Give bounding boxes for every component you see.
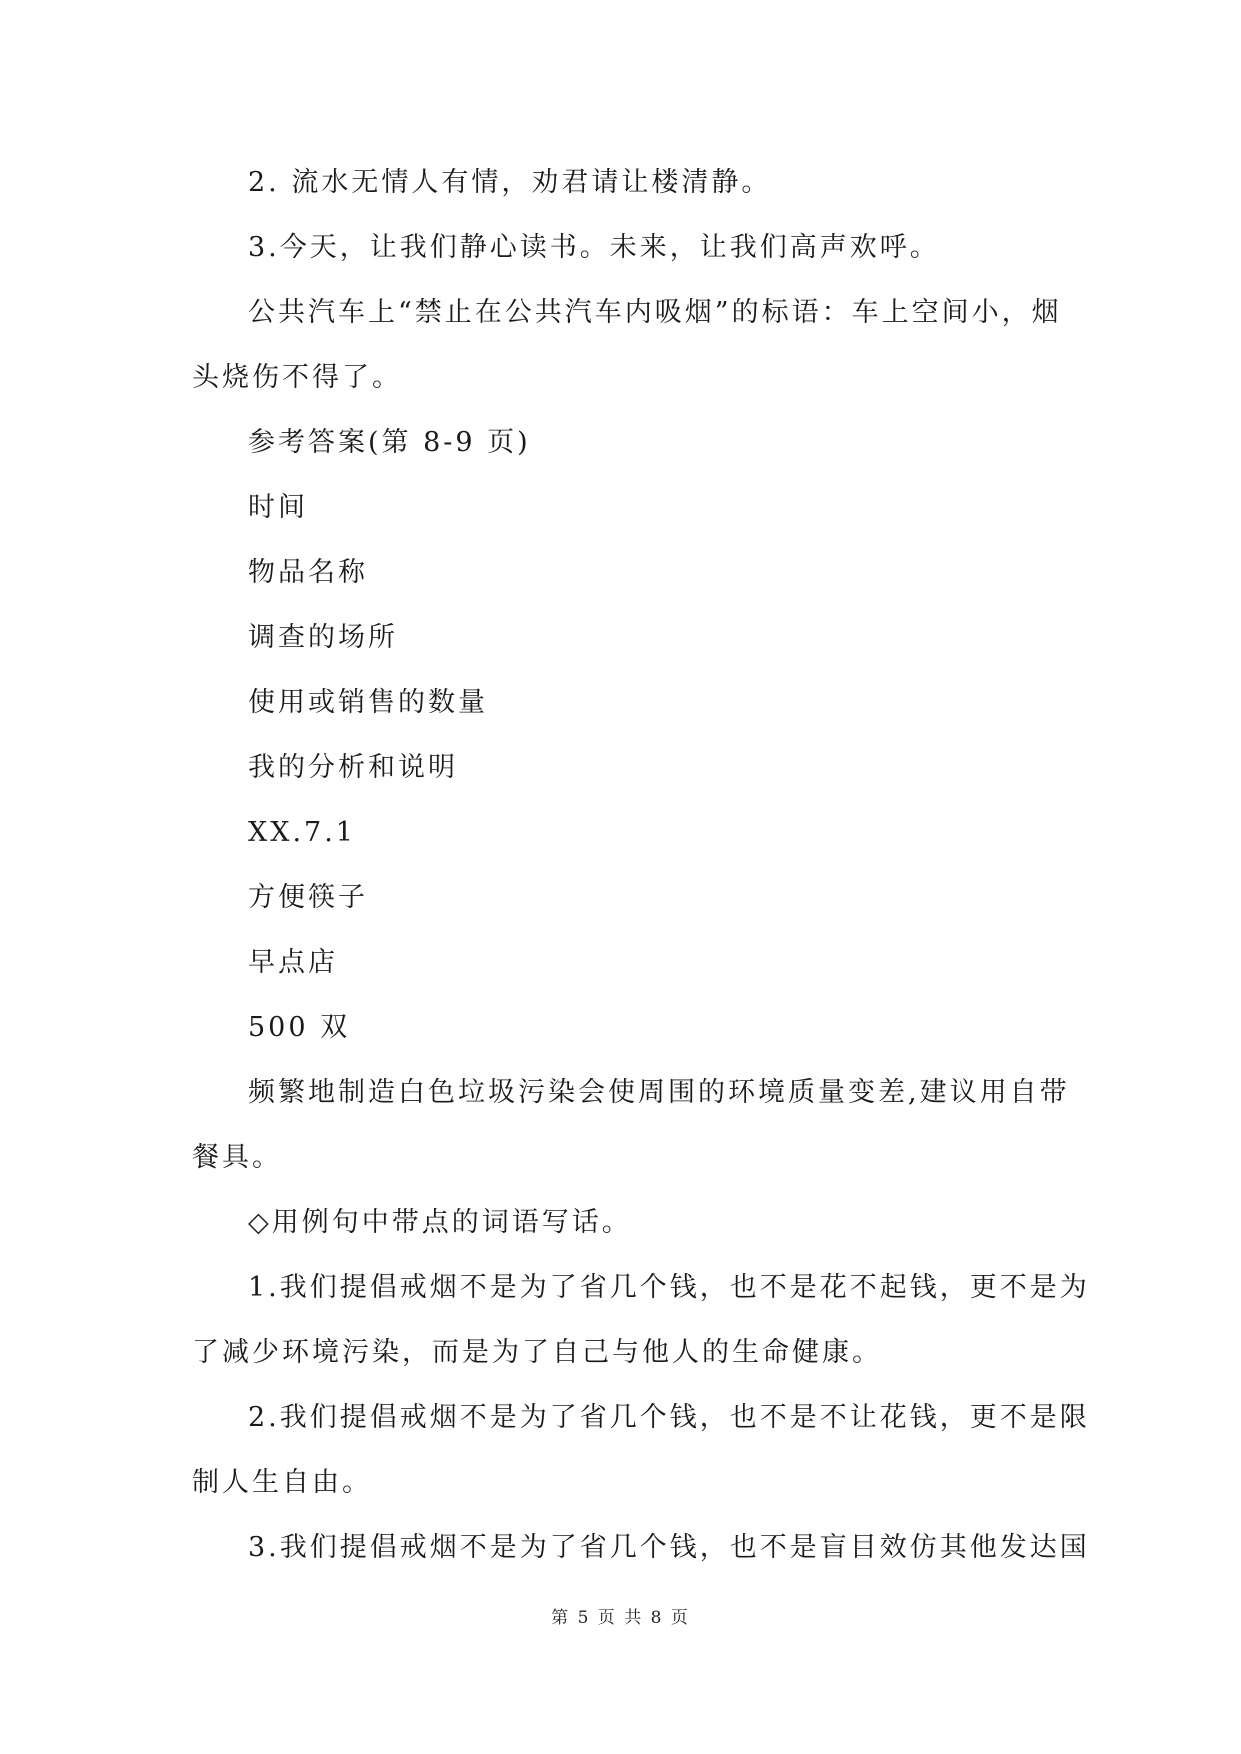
text-line-19: 了减少环境污染，而是为了自己与他人的生命健康。 <box>192 1337 882 1368</box>
text-line-2: 3.今天，让我们静心读书。未来，让我们高声欢呼。 <box>248 232 940 263</box>
text-line-20: 2.我们提倡戒烟不是为了省几个钱，也不是不让花钱，更不是限 <box>248 1402 1090 1433</box>
text-line-13: 早点店 <box>248 947 338 978</box>
text-line-6: 时间 <box>248 492 308 523</box>
text-line-9: 使用或销售的数量 <box>248 687 488 718</box>
text-line-22: 3.我们提倡戒烟不是为了省几个钱，也不是盲目效仿其他发达国 <box>248 1532 1090 1563</box>
text-line-1: 2. 流水无情人有情，劝君请让楼清静。 <box>248 167 772 198</box>
text-line-21: 制人生自由。 <box>192 1467 372 1498</box>
text-line-7: 物品名称 <box>248 557 368 588</box>
text-line-18: 1.我们提倡戒烟不是为了省几个钱，也不是花不起钱，更不是为 <box>248 1272 1090 1303</box>
text-line-12: 方便筷子 <box>248 882 368 913</box>
text-line-17: ◇用例句中带点的词语写话。 <box>248 1207 632 1238</box>
text-line-14: 500 双 <box>248 1012 351 1043</box>
page-footer: 第 5 页 共 8 页 <box>551 1608 690 1628</box>
text-line-11: XX.7.1 <box>248 817 356 848</box>
text-line-3: 公共汽车上“禁止在公共汽车内吸烟”的标语：车上空间小，烟 <box>248 297 1062 328</box>
text-line-8: 调查的场所 <box>248 622 398 653</box>
text-line-4: 头烧伤不得了。 <box>192 362 402 393</box>
text-line-15: 频繁地制造白色垃圾污染会使周围的环境质量变差,建议用自带 <box>248 1077 1070 1108</box>
text-line-10: 我的分析和说明 <box>248 752 458 783</box>
text-line-16: 餐具。 <box>192 1142 282 1173</box>
text-line-5: 参考答案(第 8-9 页) <box>248 427 531 458</box>
